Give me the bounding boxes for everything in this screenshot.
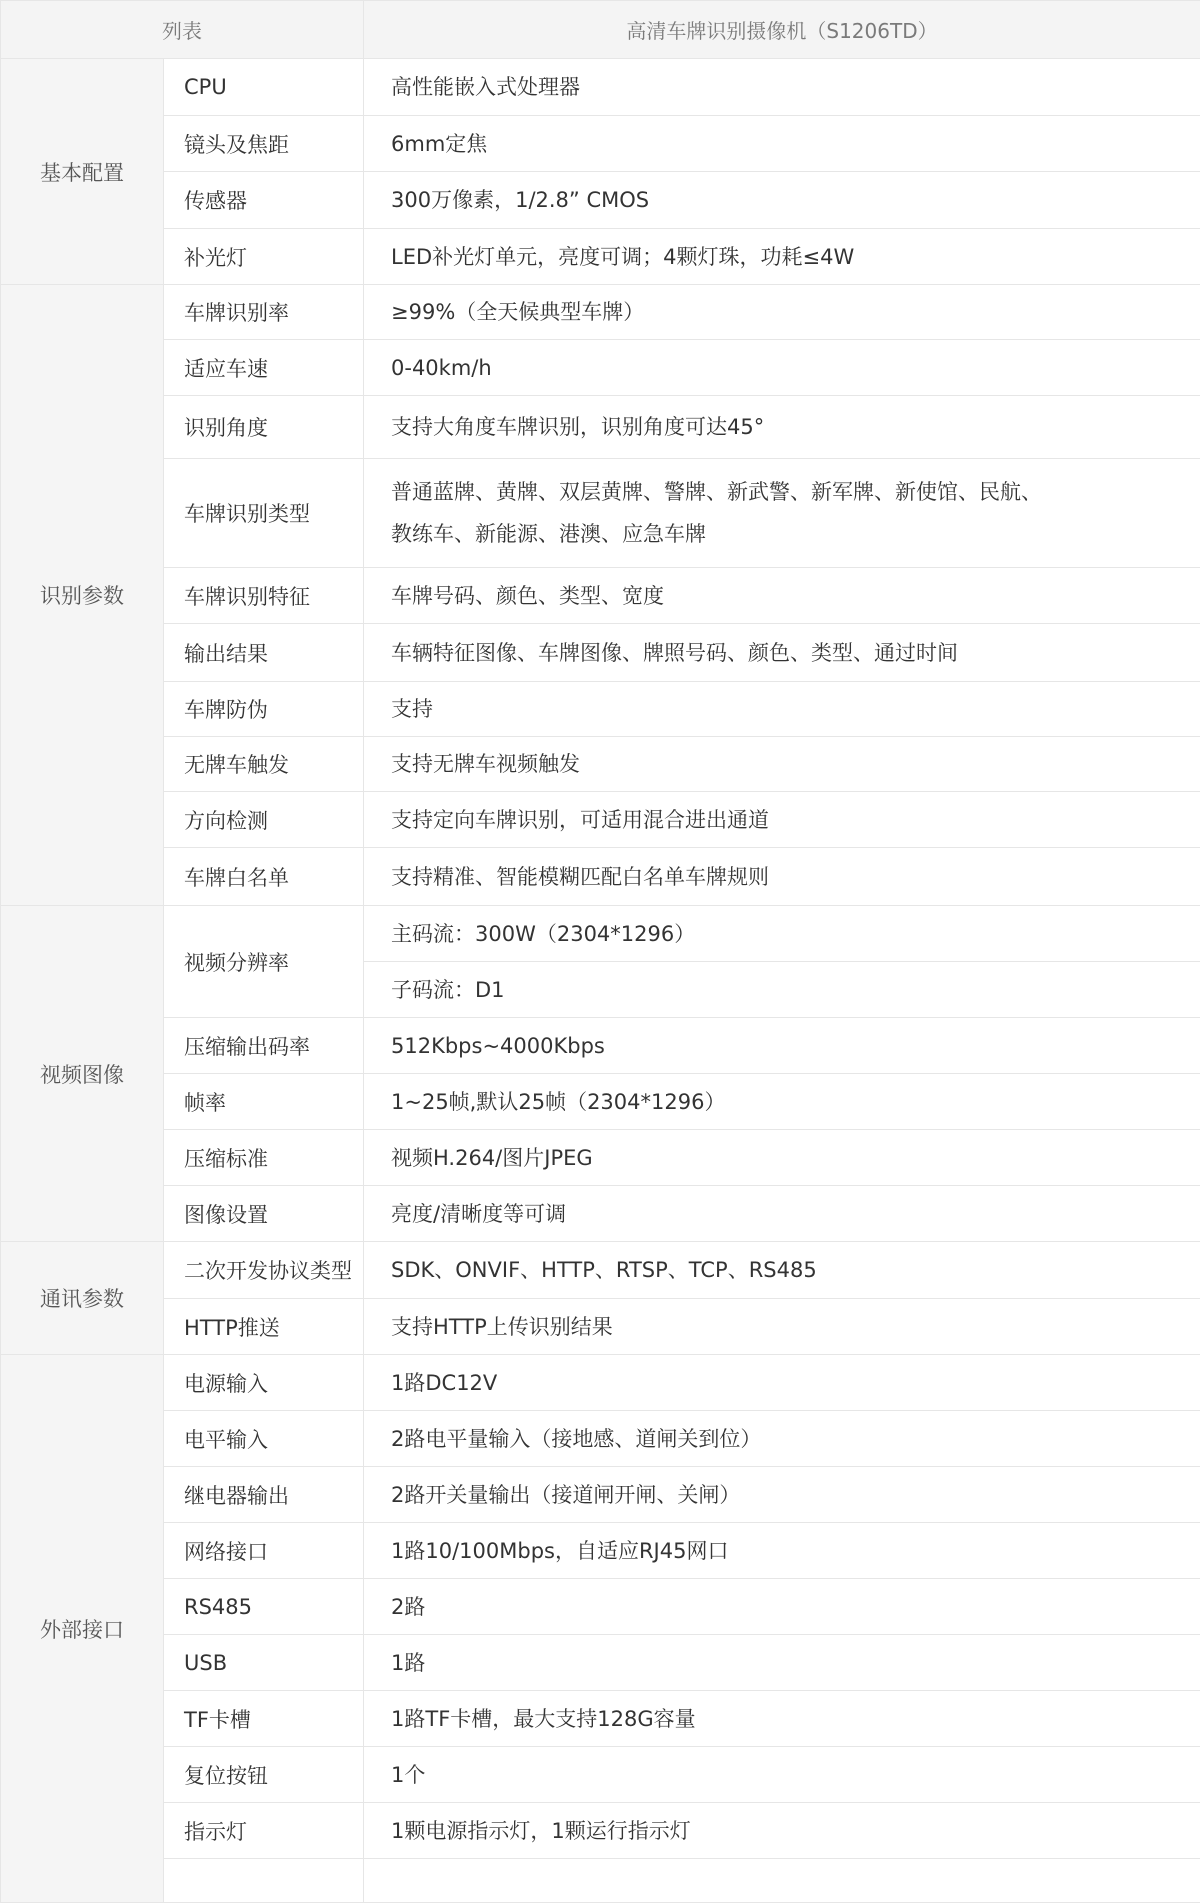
table-header-row bbox=[1, 1, 1200, 59]
row-label: 车牌防伪 bbox=[164, 682, 364, 737]
table-row bbox=[1, 340, 1200, 396]
row-value bbox=[364, 459, 1200, 568]
row-value: 视频H.264/图片JPEG bbox=[364, 1130, 1200, 1186]
row-label: 指示灯 bbox=[164, 1803, 364, 1859]
table-row bbox=[1, 906, 1200, 962]
row-label: 电源输入 bbox=[164, 1355, 364, 1411]
row-label: 识别角度 bbox=[164, 396, 364, 459]
table-row bbox=[1, 848, 1200, 906]
table-row bbox=[1, 792, 1200, 848]
empty-cell bbox=[164, 1859, 364, 1903]
table-row bbox=[1, 1242, 1200, 1299]
table-row bbox=[1, 172, 1200, 229]
row-value-line: 教练车、新能源、港澳、应急车牌 bbox=[391, 513, 1200, 555]
table-row bbox=[1, 1018, 1200, 1074]
row-value: 512Kbps~4000Kbps bbox=[364, 1018, 1200, 1074]
row-value: 1路 bbox=[364, 1635, 1200, 1691]
table-row bbox=[1, 1411, 1200, 1467]
row-label: 方向检测 bbox=[164, 792, 364, 848]
row-value: 2路 bbox=[364, 1579, 1200, 1635]
row-label: 二次开发协议类型 bbox=[164, 1242, 364, 1299]
row-value: 6mm定焦 bbox=[364, 116, 1200, 172]
table-row bbox=[1, 1859, 1200, 1903]
row-value: 主码流：300W（2304*1296） bbox=[364, 906, 1200, 962]
row-value-line: 普通蓝牌、黄牌、双层黄牌、警牌、新武警、新军牌、新使馆、民航、 bbox=[391, 471, 1200, 513]
row-label: 电平输入 bbox=[164, 1411, 364, 1467]
table-row bbox=[1, 1299, 1200, 1355]
table-row bbox=[1, 1579, 1200, 1635]
row-label: CPU bbox=[164, 59, 364, 116]
row-label: 压缩输出码率 bbox=[164, 1018, 364, 1074]
table-row bbox=[1, 1130, 1200, 1186]
row-value: 1个 bbox=[364, 1747, 1200, 1803]
row-label: 适应车速 bbox=[164, 340, 364, 396]
row-label: 车牌白名单 bbox=[164, 848, 364, 906]
row-value: 支持大角度车牌识别，识别角度可达45° bbox=[364, 396, 1200, 459]
row-label: 车牌识别类型 bbox=[164, 459, 364, 568]
row-label: 车牌识别率 bbox=[164, 285, 364, 340]
row-value: 亮度/清晰度等可调 bbox=[364, 1186, 1200, 1242]
row-label: HTTP推送 bbox=[164, 1299, 364, 1355]
row-value: 高性能嵌入式处理器 bbox=[364, 59, 1200, 116]
category-comm: 通讯参数 bbox=[1, 1242, 164, 1355]
row-label: 输出结果 bbox=[164, 624, 364, 682]
row-value: LED补光灯单元，亮度可调；4颗灯珠，功耗≤4W bbox=[364, 229, 1200, 285]
row-label: 复位按钮 bbox=[164, 1747, 364, 1803]
row-label: 镜头及焦距 bbox=[164, 116, 364, 172]
row-value: 车辆特征图像、车牌图像、牌照号码、颜色、类型、通过时间 bbox=[364, 624, 1200, 682]
category-external: 外部接口 bbox=[1, 1355, 164, 1903]
table-row bbox=[1, 624, 1200, 682]
table-row bbox=[1, 682, 1200, 737]
row-value: ≥99%（全天候典型车牌） bbox=[364, 285, 1200, 340]
table-row bbox=[1, 1074, 1200, 1130]
table-row bbox=[1, 1803, 1200, 1859]
row-value: 1~25帧,默认25帧（2304*1296） bbox=[364, 1074, 1200, 1130]
row-label: 补光灯 bbox=[164, 229, 364, 285]
table-row bbox=[1, 285, 1200, 340]
row-value: 支持HTTP上传识别结果 bbox=[364, 1299, 1200, 1355]
row-label: RS485 bbox=[164, 1579, 364, 1635]
row-label: 帧率 bbox=[164, 1074, 364, 1130]
row-value: 支持无牌车视频触发 bbox=[364, 737, 1200, 792]
row-label: 网络接口 bbox=[164, 1523, 364, 1579]
table-row bbox=[1, 1691, 1200, 1747]
table-row bbox=[1, 568, 1200, 624]
table-row bbox=[1, 229, 1200, 285]
table-row bbox=[1, 1747, 1200, 1803]
row-value: 2路电平量输入（接地感、道闸关到位） bbox=[364, 1411, 1200, 1467]
row-value: 300万像素，1/2.8” CMOS bbox=[364, 172, 1200, 229]
row-label: 图像设置 bbox=[164, 1186, 364, 1242]
category-recognition: 识别参数 bbox=[1, 285, 164, 906]
table-row bbox=[1, 459, 1200, 568]
row-value: 车牌号码、颜色、类型、宽度 bbox=[364, 568, 1200, 624]
row-label: 无牌车触发 bbox=[164, 737, 364, 792]
table-row bbox=[1, 116, 1200, 172]
table-row bbox=[1, 396, 1200, 459]
table-row bbox=[1, 1186, 1200, 1242]
empty-cell bbox=[364, 1859, 1200, 1903]
table-row bbox=[1, 737, 1200, 792]
header-product: 高清车牌识别摄像机（S1206TD） bbox=[364, 1, 1200, 59]
row-label: TF卡槽 bbox=[164, 1691, 364, 1747]
row-value: 0-40km/h bbox=[364, 340, 1200, 396]
row-value: 支持定向车牌识别，可适用混合进出通道 bbox=[364, 792, 1200, 848]
row-value: SDK、ONVIF、HTTP、RTSP、TCP、RS485 bbox=[364, 1242, 1200, 1299]
table-row bbox=[1, 1467, 1200, 1523]
header-list: 列表 bbox=[1, 1, 364, 59]
row-value: 1路DC12V bbox=[364, 1355, 1200, 1411]
row-value: 2路开关量输出（接道闸开闸、关闸） bbox=[364, 1467, 1200, 1523]
row-value: 1路TF卡槽，最大支持128G容量 bbox=[364, 1691, 1200, 1747]
table-row bbox=[1, 1635, 1200, 1691]
row-label: 传感器 bbox=[164, 172, 364, 229]
table-row bbox=[1, 1355, 1200, 1411]
row-value: 支持 bbox=[364, 682, 1200, 737]
row-label: 视频分辨率 bbox=[164, 906, 364, 1018]
category-basic: 基本配置 bbox=[1, 59, 164, 285]
row-value: 1颗电源指示灯，1颗运行指示灯 bbox=[364, 1803, 1200, 1859]
row-value: 子码流：D1 bbox=[364, 962, 1200, 1018]
row-value: 支持精准、智能模糊匹配白名单车牌规则 bbox=[364, 848, 1200, 906]
row-label: 压缩标准 bbox=[164, 1130, 364, 1186]
table-row bbox=[1, 1523, 1200, 1579]
row-label: USB bbox=[164, 1635, 364, 1691]
row-label: 车牌识别特征 bbox=[164, 568, 364, 624]
category-video: 视频图像 bbox=[1, 906, 164, 1242]
table-row bbox=[1, 59, 1200, 116]
row-value: 1路10/100Mbps，自适应RJ45网口 bbox=[364, 1523, 1200, 1579]
row-label: 继电器输出 bbox=[164, 1467, 364, 1523]
